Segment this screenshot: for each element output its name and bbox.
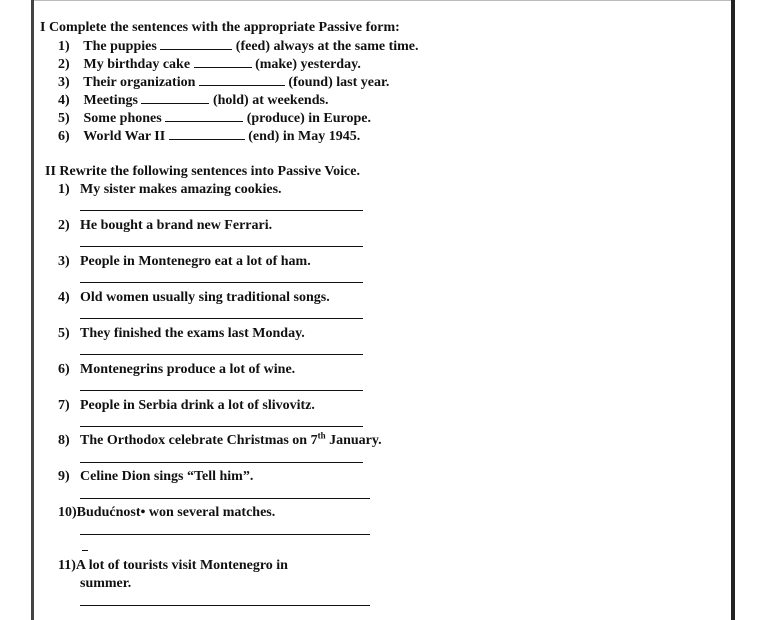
item-text: He bought a brand new Ferrari. [80, 218, 273, 233]
item-number: 6) [58, 129, 70, 144]
item-text: My sister makes amazing cookies. [80, 182, 282, 197]
exercise-1-item-6 [58, 127, 360, 145]
exercise-1-item-1 [58, 37, 419, 55]
answer-line[interactable] [80, 282, 363, 283]
item-text-before: World War II [83, 129, 166, 144]
item-text-after: (found) last year. [288, 75, 390, 90]
item-text-before: Some phones [83, 111, 162, 126]
item-number: 8) [58, 433, 70, 448]
answer-blank[interactable] [160, 37, 232, 50]
item-number: 3) [58, 75, 70, 90]
answer-line[interactable] [80, 534, 370, 535]
item-text-after: (hold) at weekends. [212, 93, 329, 108]
answer-line[interactable] [80, 498, 370, 499]
page-border-right [731, 0, 735, 620]
item-number: 5) [58, 111, 70, 126]
exercise-2-item-9 [58, 468, 253, 485]
item-text-after: (end) in May 1945. [248, 129, 361, 144]
exercise-1-item-4 [58, 91, 328, 109]
page-border-left [31, 0, 34, 620]
item-text: Budućnost• won several matches. [76, 505, 276, 520]
item-number: 2) [58, 218, 70, 233]
answer-blank[interactable] [169, 127, 245, 140]
item-number: 4) [58, 290, 70, 305]
item-text-before: My birthday cake [83, 57, 191, 72]
exercise-2-item-2 [58, 217, 272, 234]
exercise-2-item-1 [58, 181, 282, 198]
exercise-2-item-11 [58, 557, 288, 574]
answer-blank[interactable] [199, 73, 285, 86]
exercise-2-item-7 [58, 397, 315, 414]
item-number: 4) [58, 93, 70, 108]
item-number: 11) [58, 558, 76, 573]
exercise-2-item-6 [58, 361, 295, 378]
answer-line[interactable] [80, 318, 363, 319]
item-text: They finished the exams last Monday. [80, 326, 305, 341]
page-top-edge [34, 0, 731, 1]
item-text: The Orthodox celebrate Christmas on 7 [80, 433, 318, 448]
exercise-1-item-2 [58, 55, 361, 73]
item-text-end: January. [325, 433, 382, 448]
item-number: 10) [58, 505, 77, 520]
item-text-before: Meetings [83, 93, 138, 108]
answer-line[interactable] [80, 426, 363, 427]
item-text: A lot of tourists visit Montenegro in [75, 558, 288, 573]
ordinal-suffix: th [317, 430, 326, 441]
stray-mark [82, 550, 88, 551]
item-text: People in Serbia drink a lot of slivovitz. [80, 398, 315, 413]
item-number: 9) [58, 469, 70, 484]
item-number: 3) [58, 254, 70, 269]
item-number: 5) [58, 326, 70, 341]
exercise-1-item-3 [58, 73, 389, 91]
exercise-2-item-5 [58, 325, 305, 342]
section-2-heading: II Rewrite the following sentences into Passive Voice. [45, 164, 360, 179]
item-number: 6) [58, 362, 70, 377]
exercise-2-item-3 [58, 253, 311, 270]
item-text: Celine Dion sings “Tell him”. [80, 469, 254, 484]
answer-blank[interactable] [165, 109, 243, 122]
item-number: 7) [58, 398, 70, 413]
item-number: 1) [58, 182, 70, 197]
section-1-heading: I Complete the sentences with the appropriate Passive form: [40, 20, 400, 35]
answer-line[interactable] [80, 462, 363, 463]
item-text-after: (make) yesterday. [255, 57, 361, 72]
answer-line[interactable] [80, 354, 363, 355]
exercise-2-item-11-line2: summer. [80, 576, 132, 591]
exercise-2-item-10 [58, 504, 275, 521]
item-text-after: (feed) always at the same time. [235, 39, 419, 54]
item-text-before: Their organization [83, 75, 196, 90]
answer-line[interactable] [80, 390, 363, 391]
exercise-1-item-5 [58, 109, 371, 127]
answer-line[interactable] [80, 210, 363, 211]
item-text: Old women usually sing traditional songs. [80, 290, 330, 305]
item-text: Montenegrins produce a lot of wine. [80, 362, 296, 377]
item-text-after: (produce) in Europe. [246, 111, 372, 126]
exercise-2-item-8 [58, 432, 382, 449]
exercise-2-item-4 [58, 289, 330, 306]
answer-blank[interactable] [194, 55, 252, 68]
answer-blank[interactable] [141, 91, 209, 104]
item-number: 1) [58, 39, 70, 54]
answer-line[interactable] [80, 246, 363, 247]
item-text-before: The puppies [83, 39, 157, 54]
item-text: People in Montenegro eat a lot of ham. [80, 254, 311, 269]
answer-line[interactable] [80, 605, 370, 606]
item-number: 2) [58, 57, 70, 72]
